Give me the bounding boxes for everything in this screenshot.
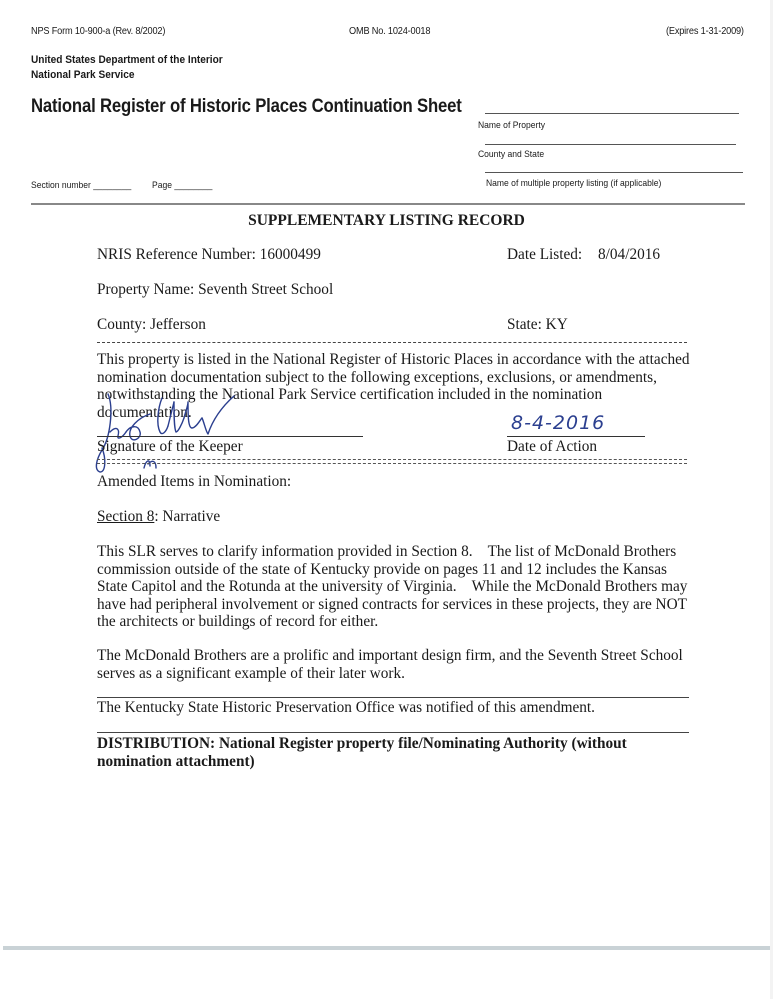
page-bottom-edge	[3, 946, 770, 950]
state: State: KY	[507, 316, 568, 333]
signature-label: Signature of the Keeper	[97, 438, 243, 455]
section-heading	[97, 508, 220, 526]
signature-line	[97, 436, 363, 437]
nris-reference: NRIS Reference Number: 16000499	[97, 246, 321, 263]
notification-divider	[97, 697, 689, 698]
name-of-property-label: Name of Property	[478, 120, 546, 131]
department-name: United States Department of the Interior	[31, 54, 223, 66]
county-state-label: County and State	[478, 149, 545, 160]
form-title: National Register of Historic Places Continuation Sheet	[31, 96, 462, 117]
date-listed-label: Date Listed:	[507, 246, 583, 263]
dashed-separator	[97, 342, 687, 344]
date-of-action-label: Date of Action	[507, 438, 598, 455]
multiple-listing-label: Name of multiple property listing (if applicable)	[486, 178, 662, 189]
expiration-date: (Expires 1-31-2009)	[666, 26, 744, 37]
name-of-property-line	[485, 113, 739, 114]
section-8-label: Section 8	[97, 508, 155, 525]
service-name: National Park Service	[31, 69, 135, 81]
record-heading: SUPPLEMENTARY LISTING RECORD	[248, 212, 525, 229]
double-separator	[97, 459, 687, 464]
notification-text: The Kentucky State Historic Preservation Office was notified of this amendment.	[97, 699, 596, 716]
distribution-text: DISTRIBUTION: National Register property file/Nominating Authority (without nomination attachment)	[97, 735, 627, 770]
amended-items-heading: Amended Items in Nomination:	[97, 473, 292, 490]
date-of-action-line	[507, 436, 645, 437]
listing-statement: This property is listed in the National Register of Historic Places in accordance with the attached nomination documentation subject to the following exceptions, exclusions, or amendments, notwithstanding the National Park Service certification included in the nomination documentation.	[97, 351, 690, 421]
section-number-label: Section number ________	[31, 180, 132, 191]
omb-number: OMB No. 1024-0018	[349, 26, 431, 37]
firm-paragraph: The McDonald Brothers are a prolific and important design firm, and the Seventh Street School serves as a significant example of their later work.	[97, 647, 683, 682]
section-suffix: : Narrative	[154, 508, 221, 525]
form-id: NPS Form 10-900-a (Rev. 8/2002)	[31, 26, 166, 37]
handwritten-date: 8-4-2016	[511, 412, 606, 434]
date-listed-value: 8/04/2016	[598, 246, 661, 263]
header-divider	[31, 203, 745, 205]
multiple-listing-line	[485, 172, 743, 173]
distribution-divider	[97, 732, 689, 733]
page-label: Page ________	[152, 180, 213, 191]
county: County: Jefferson	[97, 316, 206, 333]
property-name: Property Name: Seventh Street School	[97, 281, 334, 298]
clarification-paragraph: This SLR serves to clarify information provided in Section 8. The list of McDonald Brothers commission outside of the state of Kentucky provide on pages 11 and 12 includes the Kansas State Capitol and the Rotunda at the university of Virginia. While the McDonald Brothers may have had peripheral involvement or signed contracts for services in these projects, they are NOT the architects or buildings of record for either.	[97, 543, 692, 630]
county-state-line	[485, 144, 736, 145]
